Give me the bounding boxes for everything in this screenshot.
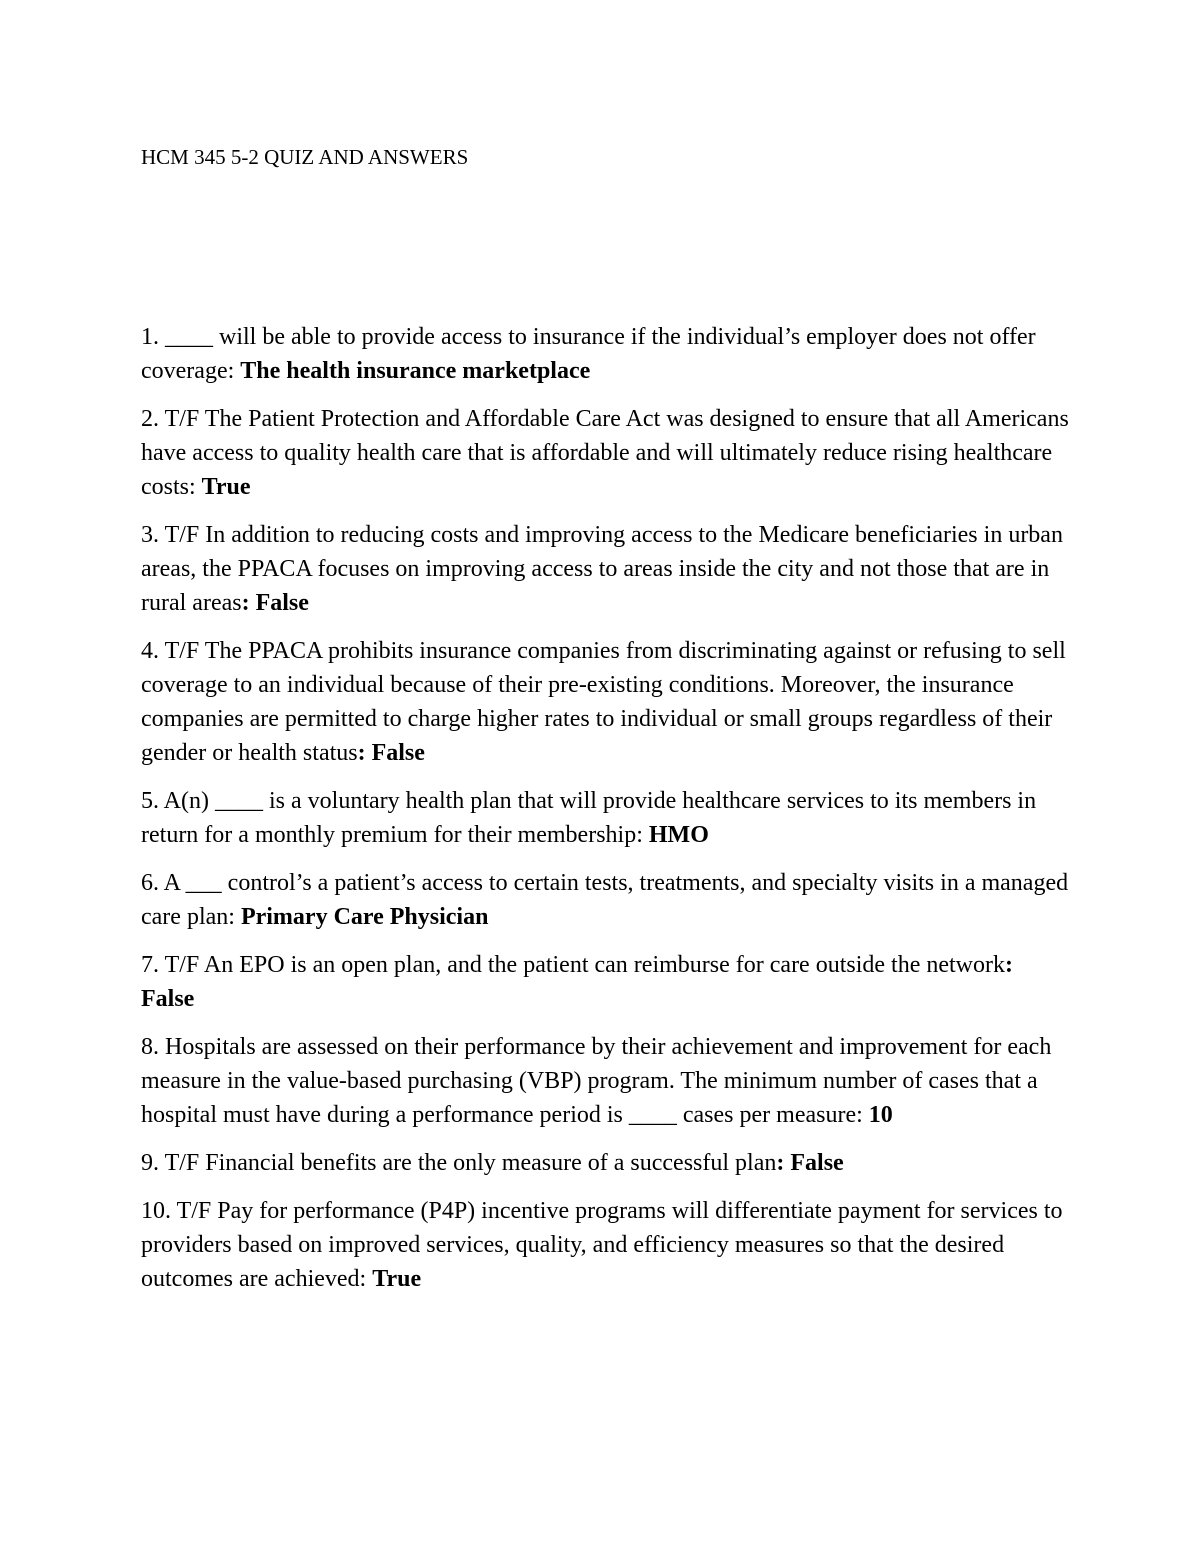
- question-answer: Primary Care Physician: [240, 904, 489, 930]
- question-answer: : False: [776, 1150, 844, 1176]
- question-item: [141, 866, 1071, 934]
- question-item: [141, 784, 1071, 852]
- question-list: [141, 320, 1071, 1310]
- question-answer: The health insurance marketplace: [240, 358, 591, 384]
- question-item: [141, 1146, 1071, 1180]
- question-text: 7. T/F An EPO is an open plan, and the patient can reimburse for care outside the network: [141, 952, 1005, 978]
- question-answer: HMO: [648, 822, 709, 848]
- question-answer: : False: [241, 590, 309, 616]
- question-item: [141, 634, 1071, 770]
- question-answer: True: [372, 1266, 422, 1292]
- question-text: 3. T/F In addition to reducing costs and improving access to the Medicare beneficiaries in urban areas, the PPACA focuses on improving access to areas inside the city and not those that are in rural areas: [141, 522, 1063, 616]
- question-text: 4. T/F The PPACA prohibits insurance companies from discriminating against or refusing to sell coverage to an individual because of their pre-existing conditions. Moreover, the insurance companies are permitted to charge higher rates to individual or small groups regardless of their gender or health status: [141, 638, 1066, 766]
- question-text: 2. T/F The Patient Protection and Affordable Care Act was designed to ensure that all Americans have access to quality health care that is affordable and will ultimately reduce rising healthcare costs:: [141, 406, 1069, 500]
- question-item: [141, 518, 1071, 620]
- question-answer: : False: [357, 740, 425, 766]
- question-item: [141, 402, 1071, 504]
- question-text: 10. T/F Pay for performance (P4P) incentive programs will differentiate payment for services to providers based on improved services, quality, and efficiency measures so that the desired outcomes are achieved:: [141, 1198, 1063, 1292]
- question-text: 9. T/F Financial benefits are the only measure of a successful plan: [141, 1150, 777, 1176]
- question-answer: : False: [141, 952, 1013, 1012]
- question-text: 5. A(n) ____ is a voluntary health plan that will provide healthcare services to its members in return for a monthly premium for their membership:: [141, 788, 1037, 848]
- document-title: HCM 345 5-2 QUIZ AND ANSWERS: [141, 145, 469, 169]
- question-item: [141, 1194, 1071, 1296]
- question-item: [141, 948, 1071, 1016]
- question-answer: True: [201, 474, 251, 500]
- question-item: [141, 1030, 1071, 1132]
- question-text: 8. Hospitals are assessed on their performance by their achievement and improvement for each measure in the value-based purchasing (VBP) program. The minimum number of cases that a hospital must have during a performance period is ____ cases per measure:: [141, 1034, 1052, 1128]
- question-text: 6. A ___ control’s a patient’s access to certain tests, treatments, and specialty visits in a managed care plan:: [141, 870, 1069, 930]
- question-text: 1. ____ will be able to provide access to insurance if the individual’s employer does not offer coverage:: [141, 324, 1036, 384]
- question-item: [141, 320, 1071, 388]
- question-answer: 10: [868, 1102, 893, 1128]
